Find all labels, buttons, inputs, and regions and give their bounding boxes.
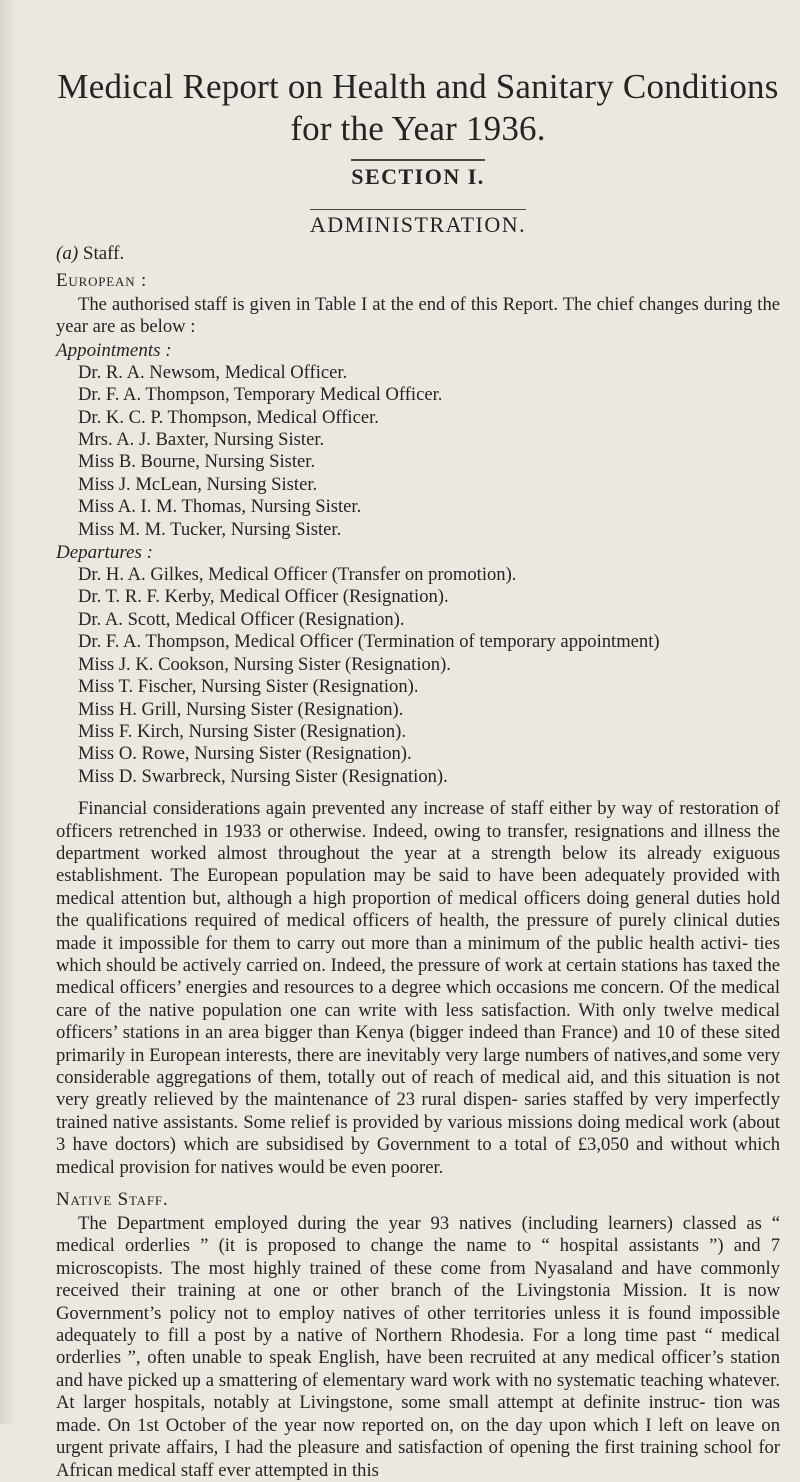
list-item: Mrs. A. J. Baxter, Nursing Sister.	[78, 429, 325, 451]
list-item: Miss J. McLean, Nursing Sister.	[78, 473, 318, 495]
list-item: Dr. T. R. F. Kerby, Medical Officer (Resignation).	[78, 586, 449, 608]
report-title	[56, 66, 780, 150]
list-item: Miss B. Bourne, Nursing Sister.	[78, 451, 316, 473]
native-staff-heading: Native Staff.	[56, 1189, 169, 1211]
administration-heading	[56, 212, 780, 238]
list-item: Dr. F. A. Thompson, Medical Officer (Termination of temporary appointment)	[78, 631, 660, 653]
staff-subheading-label: Staff.	[82, 243, 125, 264]
list-item: Dr. K. C. P. Thompson, Medical Officer.	[78, 406, 379, 428]
title-line-1: Medical Report on Health and Sanitary Conditions	[57, 67, 779, 106]
departures-list	[56, 564, 780, 788]
spacer	[56, 1179, 780, 1185]
list-item: Miss H. Grill, Nursing Sister (Resignation).	[78, 698, 404, 720]
financial-paragraph: Financial considerations again prevented any increase of staff either by way of restoration of officers retrenched in 1933 or otherwise. Indeed, owing to transfer, resignations and illness the department worked almost throughout the year at a strength below its already exiguous establishment. The European population may be said to have been adequately provided with medical attention but, although a high proportion of medical officers doing general duties hold the qualifications required of medical officers of health, the pressure of purely clinical duties made it impossible for them to carry out more than a minimum of the public health activi- ties which should be actively carried on. Indeed, the pressure of work at certain stations has taxed the medical officers’ energies and resources to a degree which occasions me concern. Of the medical care of the native population one can write with less satisfaction. With only twelve medical officers’ stations in an area bigger than Kenya (bigger indeed than France) and 10 of these sited primarily in European interests, there are inevitably very large numbers of natives,and some very considerable aggregations of them, totally out of reach of medical aid, and this situation is not very greatly relieved by the maintenance of 23 rural dispen- saries staffed by very imperfectly trained native assistants. Some relief is provided by various missions doing medical work (about 3 have doctors) which are subsidised by Government to a total of £3,050 and without which medical provision for natives would be even poorer.	[56, 798, 780, 1178]
administration-heading-text: ADMINISTRATION.	[310, 209, 526, 237]
appointments-heading: Appointments :	[56, 339, 172, 361]
list-item: Dr. A. Scott, Medical Officer (Resignation).	[78, 608, 405, 630]
list-item: Dr. F. A. Thompson, Temporary Medical Officer.	[78, 384, 443, 406]
list-item: Miss M. M. Tucker, Nursing Sister.	[78, 518, 342, 540]
native-staff-paragraph: The Department employed during the year 93 natives (including learners) classed as “ medical orderlies ” (it is proposed to change the name to “ hospital assistants ”) and 7 microscopists. The most highly trained of these come from Nyasaland and have commonly received their training at one or other branch of the Livingstonia Mission. It is now Government’s policy not to employ natives of other territories unless it is found impossible adequately to fill a post by a native of Northern Rhodesia. For a long time past “ medical orderlies ”, often unable to speak English, have been recruited at any medical officer’s station and have picked up a smattering of elementary ward work with no systematic teaching whatever. At larger hospitals, notably at Livingstone, some small attempt at definite instruc- tion was made. On 1st October of the year now reported on, on the day upon which I left on leave on urgent private affairs, I had the pleasure and satisfaction of opening the first training school for African medical staff ever attempted in this	[56, 1213, 780, 1481]
intro-paragraph: The authorised staff is given in Table I at the end of this Report. The chief changes during the year are as below :	[56, 294, 780, 338]
list-item: Miss D. Swarbreck, Nursing Sister (Resignation).	[78, 765, 448, 787]
section-heading-text: SECTION I.	[351, 159, 485, 189]
list-item: Miss J. K. Cookson, Nursing Sister (Resignation).	[78, 653, 451, 675]
staff-subheading	[56, 242, 780, 266]
list-item: Miss O. Rowe, Nursing Sister (Resignation).	[78, 743, 412, 765]
list-item: Dr. R. A. Newsom, Medical Officer.	[78, 361, 348, 383]
staff-subheading-letter: (a)	[56, 243, 79, 264]
list-item: Dr. H. A. Gilkes, Medical Officer (Transfer on promotion).	[78, 564, 517, 586]
page-content	[56, 66, 780, 1482]
list-item: Miss A. I. M. Thomas, Nursing Sister.	[78, 496, 362, 518]
spacer	[56, 788, 780, 798]
list-item: Miss T. Fischer, Nursing Sister (Resignation).	[78, 676, 419, 698]
european-heading: European :	[56, 270, 148, 291]
section-heading	[56, 164, 780, 190]
title-line-2: for the Year 1936.	[290, 109, 546, 148]
appointments-list	[56, 362, 780, 541]
list-item: Miss F. Kirch, Nursing Sister (Resignation).	[78, 720, 407, 742]
page-edge-shadow	[0, 0, 18, 1424]
departures-heading: Departures :	[56, 542, 153, 564]
